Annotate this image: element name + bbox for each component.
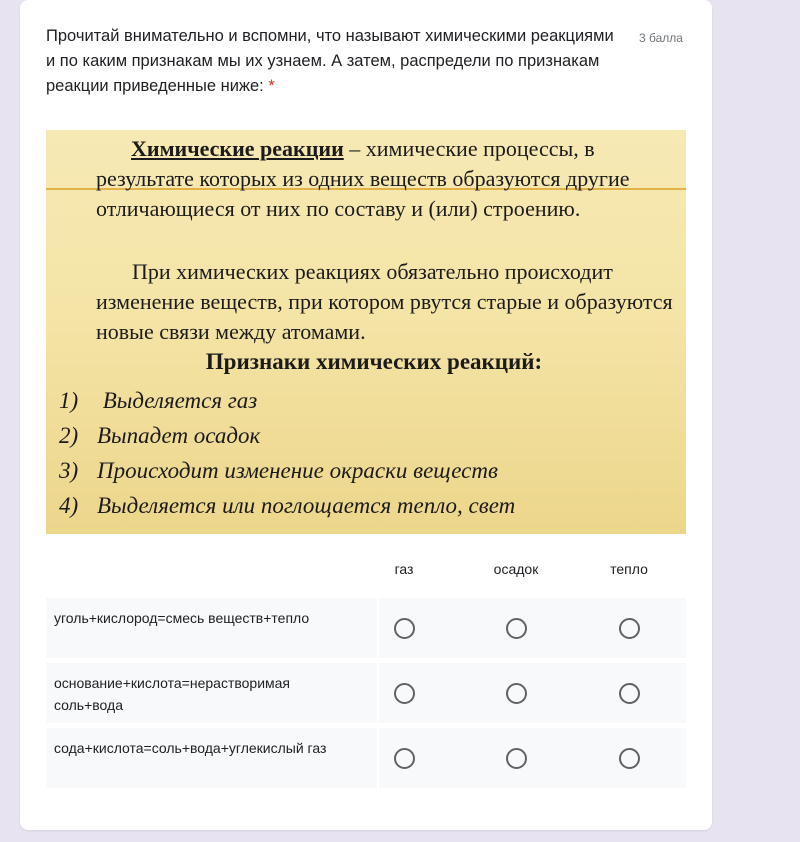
sign-number: 1) bbox=[59, 388, 79, 413]
sign-item bbox=[59, 488, 679, 523]
cell-divider bbox=[377, 663, 379, 723]
definition-paragraph bbox=[96, 134, 676, 224]
second-paragraph: При химических реакциях обязательно происходит изменение веществ, при котором рвутся старые и образуются новые связи между атомами. bbox=[96, 259, 673, 344]
sign-item bbox=[59, 418, 679, 453]
signs-heading: Признаки химических реакций: bbox=[205, 349, 543, 374]
column-header-gas: газ bbox=[394, 561, 414, 577]
cell-divider bbox=[377, 598, 379, 658]
radio-soda-acid-heat[interactable] bbox=[619, 748, 640, 769]
grid-row-base-acid bbox=[46, 663, 686, 723]
radio-soda-acid-precipitate[interactable] bbox=[506, 748, 527, 769]
radio-base-acid-heat[interactable] bbox=[619, 683, 640, 704]
sign-text: Выпадет осадок bbox=[97, 423, 261, 448]
required-asterisk: * bbox=[268, 77, 275, 95]
sign-text: Выделяется или поглощается тепло, свет bbox=[97, 493, 516, 518]
points-label: 3 балла bbox=[639, 31, 683, 45]
grid-row-soda-acid bbox=[46, 728, 686, 788]
radio-base-acid-precipitate[interactable] bbox=[506, 683, 527, 704]
row-label: сода+кислота=соль+вода+углекислый газ bbox=[54, 740, 327, 756]
grid-column-headers bbox=[46, 556, 686, 582]
column-header-heat: тепло bbox=[610, 561, 648, 577]
radio-coal-gas[interactable] bbox=[394, 618, 415, 639]
question-image bbox=[46, 130, 686, 534]
sign-text: Выделяется газ bbox=[97, 388, 258, 413]
sign-number: 4) bbox=[59, 493, 79, 518]
question-card bbox=[20, 0, 712, 830]
sign-number: 2) bbox=[59, 423, 79, 448]
radio-coal-heat[interactable] bbox=[619, 618, 640, 639]
question-title bbox=[46, 24, 626, 99]
grid-row-coal bbox=[46, 598, 686, 658]
sign-item bbox=[59, 383, 679, 418]
row-label: уголь+кислород=смесь веществ+тепло bbox=[54, 610, 310, 626]
question-text: Прочитай внимательно и вспомни, что называют химическими реакциями и по каким признакам мы их узнаем. А затем, распредели по признакам реакции приведенные ниже: bbox=[46, 27, 614, 95]
radio-coal-precipitate[interactable] bbox=[506, 618, 527, 639]
definition-text: – химические процессы, в результате которых из одних веществ образуются другие отличающиеся от них по составу и (или) строению. bbox=[96, 136, 630, 221]
sign-item bbox=[59, 453, 679, 488]
radio-base-acid-gas[interactable] bbox=[394, 683, 415, 704]
signs-list bbox=[59, 383, 679, 523]
cell-divider bbox=[377, 728, 379, 788]
row-label: основание+кислота=нерастворимая соль+вода bbox=[54, 675, 291, 713]
sign-text: Происходит изменение окраски веществ bbox=[97, 458, 498, 483]
column-header-precipitate: осадок bbox=[493, 561, 539, 577]
sign-number: 3) bbox=[59, 458, 79, 483]
radio-soda-acid-gas[interactable] bbox=[394, 748, 415, 769]
definition-term: Химические реакции bbox=[131, 136, 344, 161]
